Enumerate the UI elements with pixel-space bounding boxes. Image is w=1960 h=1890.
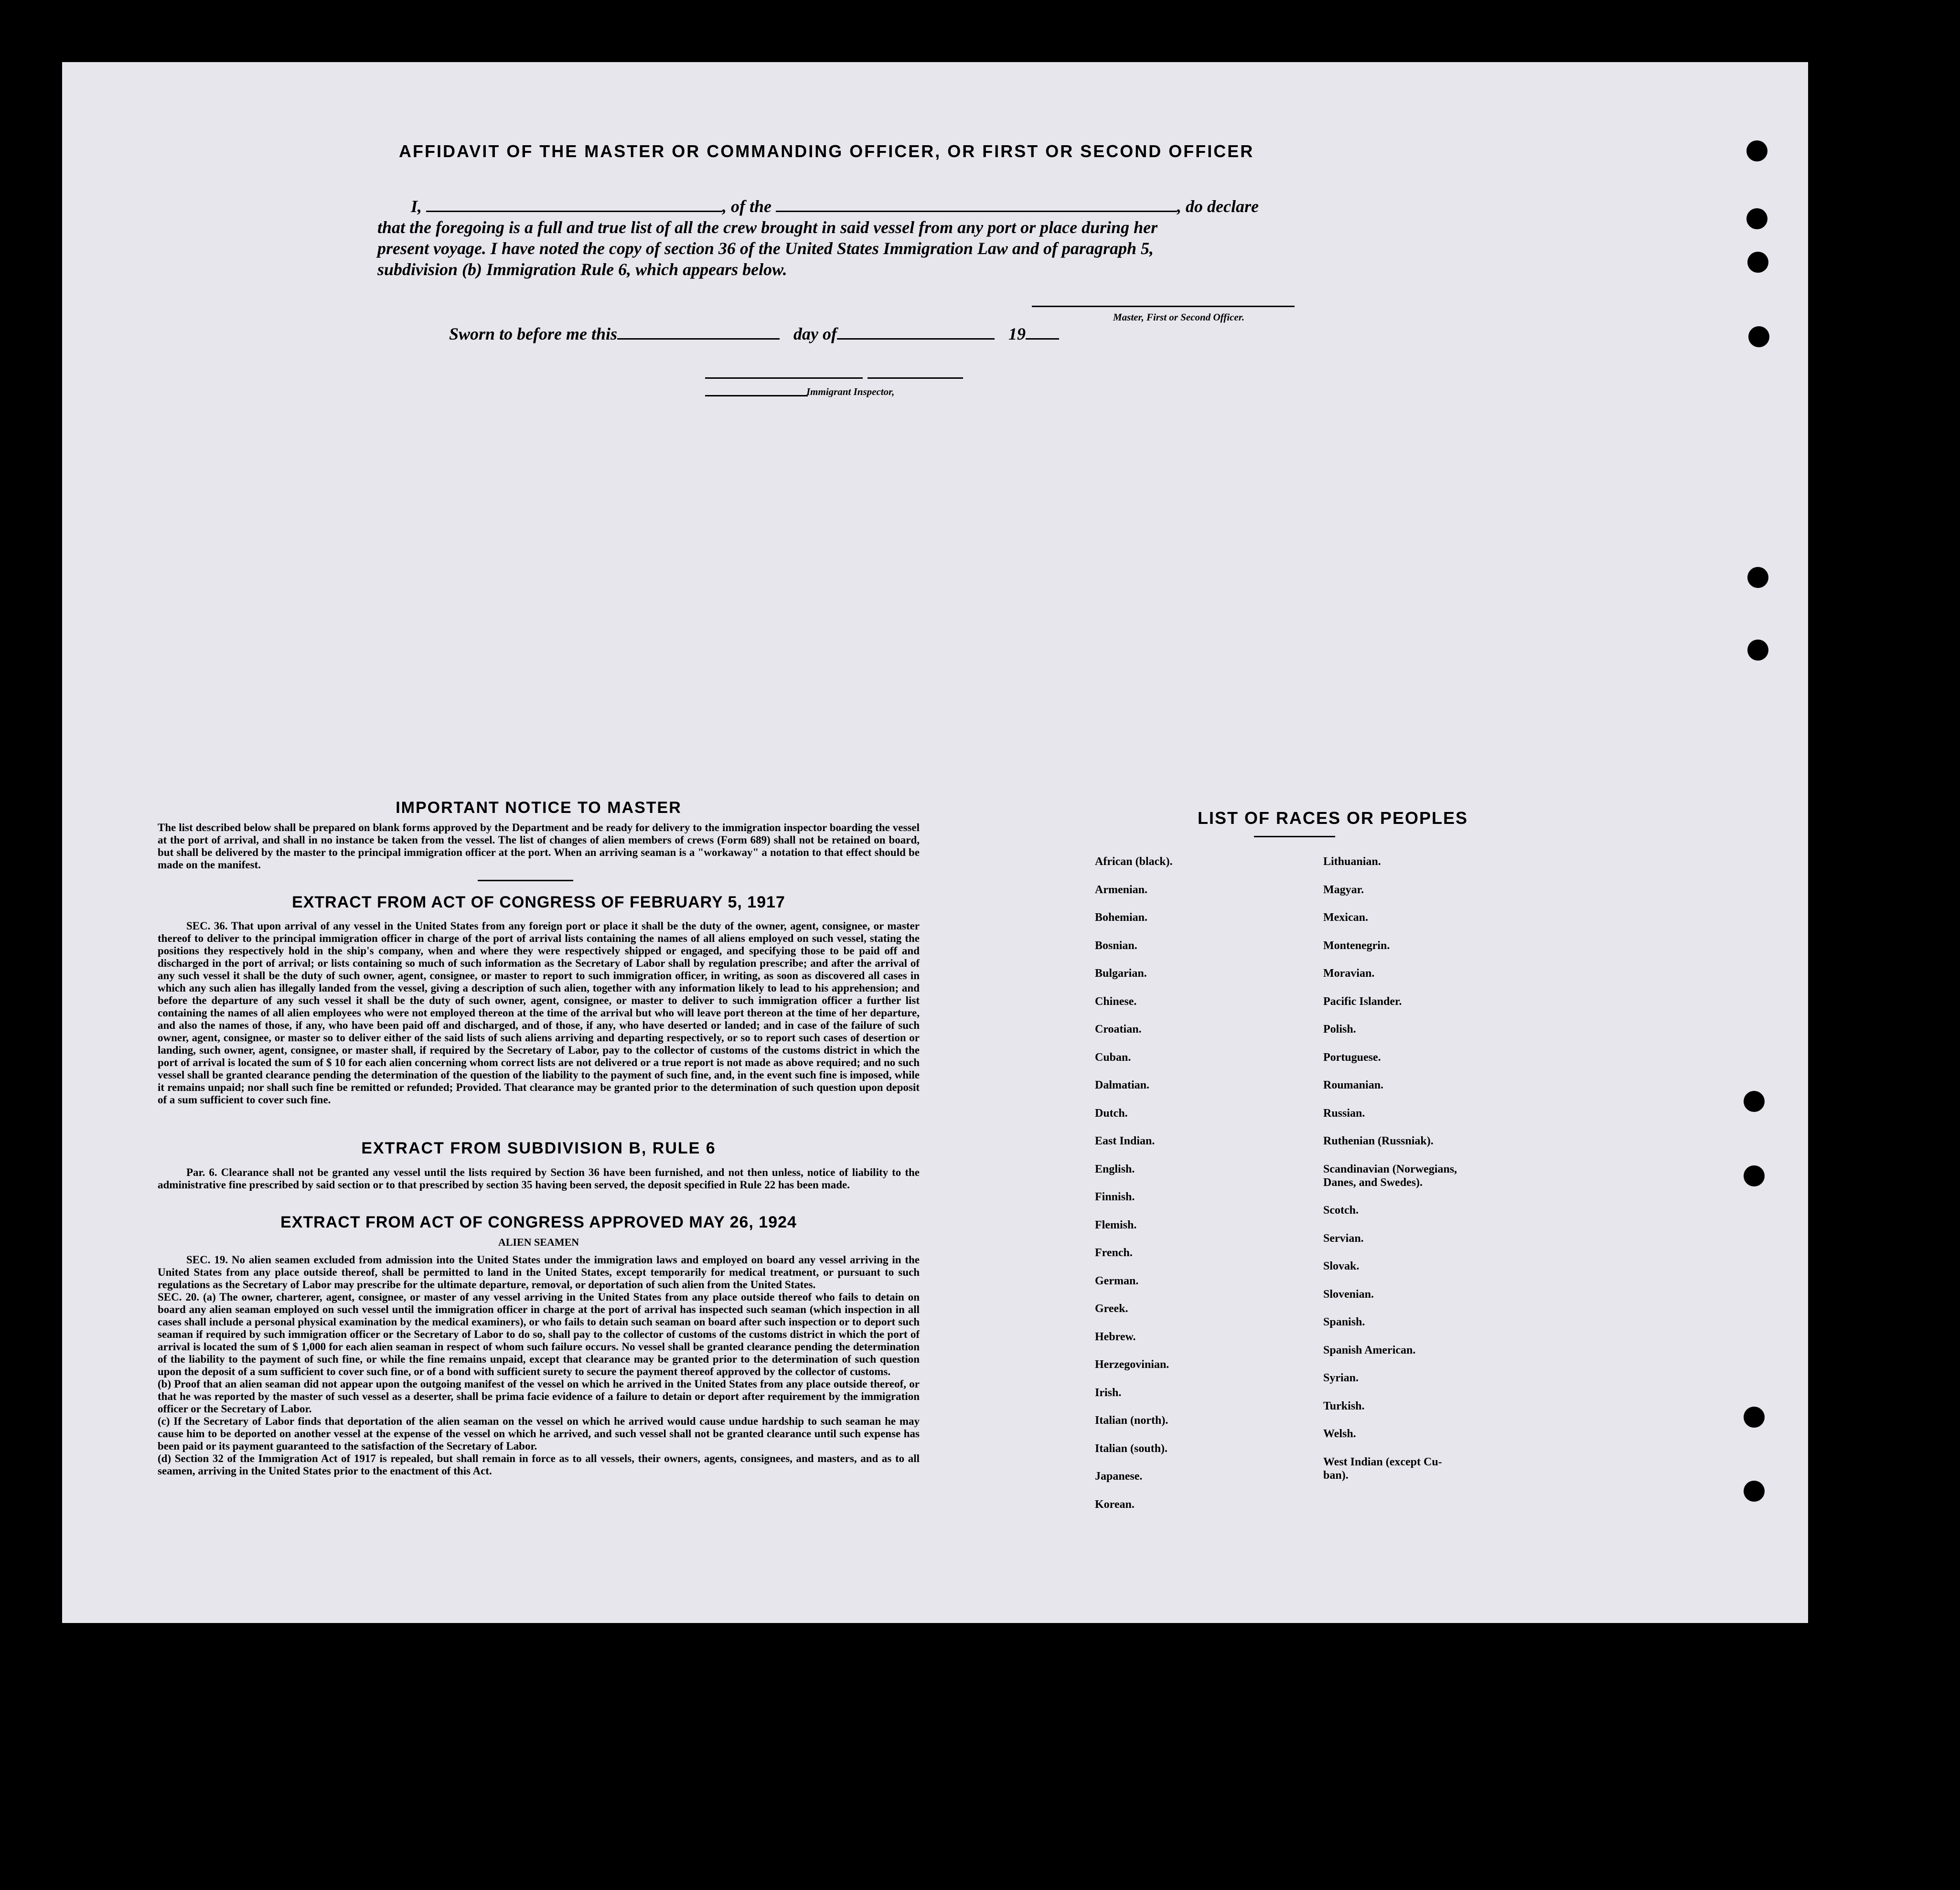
extract3-text: SEC. 19. No alien seamen excluded from admission into the United States under the immigration laws and employed on board any vessel arriving in the United States from any place outside thereof, shall be permitted to land in the United States, except temporarily for medical treatment, or pursuant to such regulations as the Secretary of Labor may prescribe for the ultimate departure, removal, or deportation of such alien from the United States. SEC. 20. (a) The owner, charterer, agent, consignee, or master of any vessel arriving in the United States from any place outside thereof who fails to detain on board any alien seaman employed on such vessel until the immigration officer in charge at the port of arrival has inspected such seaman (which inspection in all cases shall include a personal physical examination by the medical examiners), or who fails to detain such seaman on board after such inspection or to deport such seaman if required by such immigration officer or the Secretary of Labor to do so, shall pay to the collector of customs of the customs district in which the port of arrival is located the sum of $ 1,000 for each alien seaman in respect of whom such failure occurs. No vessel shall be granted clearance pending the determination of the liability to the payment of such fine, or while the fine remains unpaid, except that clearance may be granted prior to the determination of such question upon the deposit of a sum sufficient to cover such fine, or of a bond with sufficient surety to secure the payment thereof approved by the collector of customs. (b) Proof that an alien seaman did not appear upon the outgoing manifest of the vessel on which he arrived in the United States from any place outside thereof, or that he was reported by the master of such vessel as a deserter, shall be prima facie evidence of a failure to detain or deport after requirement by the immigration officer or the Secretary of Labor. (c) If the Secretary of Labor finds that deportation of the alien seaman on the vessel on which he arrived would cause undue hardship to such seaman he may cause him to be deported on another vessel at the expense of the vessel on which he arrived, and such vessel shall not be granted clearance until such expense has been paid or its payment guaranteed to the satisfaction of the Secretary of Labor. (d) Section 32 of the Immigration Act of 1917 is repealed, but shall remain in force as to all vessels, their owners, agents, consignees, and masters, and as to all seamen, arriving in the United States prior to the enactment of this Act. [158, 1254, 920, 1477]
race-item: Cuban. [1095, 1051, 1131, 1064]
race-item: Mexican. [1323, 911, 1368, 924]
race-item: Italian (north). [1095, 1414, 1168, 1427]
affidavit-declaration [377, 196, 1371, 280]
race-item: Portuguese. [1323, 1051, 1381, 1064]
race-item: Greek. [1095, 1303, 1128, 1315]
notice-rule [478, 880, 573, 881]
race-item: Syrian. [1323, 1372, 1359, 1384]
race-item: Roumanian. [1323, 1079, 1384, 1091]
binder-hole [1746, 208, 1767, 229]
race-item: African (black). [1095, 855, 1173, 868]
race-item: Armenian. [1095, 883, 1147, 896]
binder-hole [1744, 1407, 1765, 1428]
race-item: French. [1095, 1247, 1133, 1259]
race-item: Pacific Islander. [1323, 995, 1402, 1008]
race-item: Ruthenian (Russniak). [1323, 1135, 1434, 1147]
inspector-signature-line-2[interactable] [868, 377, 963, 379]
affidavit-line4: subdivision (b) Immigration Rule 6, which appears below. [377, 260, 787, 279]
affidavit-title: AFFIDAVIT OF THE MASTER OR COMMANDING OFFICER, OR FIRST OR SECOND OFFICER [399, 141, 1254, 161]
races-rule [1254, 836, 1335, 837]
race-item: Irish. [1095, 1386, 1122, 1399]
race-item: Flemish. [1095, 1218, 1137, 1231]
extract1-title: EXTRACT FROM ACT OF CONGRESS OF FEBRUARY 5, 1917 [292, 893, 785, 911]
binder-hole [1747, 252, 1768, 273]
affidavit-line3: present voyage. I have noted the copy of section 36 of the United States Immigration Law and of paragraph 5, [377, 239, 1154, 258]
document-page [62, 62, 1808, 1623]
sworn-text: Sworn to before me this [449, 324, 618, 343]
race-item: Servian. [1323, 1232, 1364, 1245]
binder-hole [1744, 1165, 1765, 1186]
race-item: Bohemian. [1095, 911, 1148, 924]
name-blank[interactable] [426, 211, 722, 212]
race-item: Welsh. [1323, 1428, 1356, 1440]
affidavit-i: I, [411, 197, 422, 216]
race-item: Russian. [1323, 1107, 1365, 1120]
affidavit-declare: , do declare [1177, 197, 1259, 216]
race-item: Italian (south). [1095, 1442, 1168, 1455]
race-item: German. [1095, 1274, 1139, 1287]
race-item: Scotch. [1323, 1204, 1359, 1217]
month-blank[interactable] [837, 338, 995, 340]
binder-hole [1746, 140, 1767, 161]
race-item: Spanish. [1323, 1316, 1365, 1328]
race-item: Finnish. [1095, 1191, 1135, 1203]
race-item: Korean. [1095, 1498, 1135, 1511]
race-item: Japanese. [1095, 1470, 1143, 1483]
sworn-day-blank[interactable] [617, 338, 780, 340]
race-item: Croatian. [1095, 1023, 1142, 1036]
race-item: Bosnian. [1095, 939, 1137, 952]
race-item: Lithuanian. [1323, 855, 1381, 868]
day-of-text: day of [793, 324, 837, 343]
race-item: Chinese. [1095, 995, 1137, 1008]
race-item: West Indian (except Cu- ban). [1323, 1455, 1442, 1482]
vessel-blank[interactable] [776, 211, 1177, 212]
master-signature-line[interactable] [1032, 306, 1295, 307]
race-item: Bulgarian. [1095, 967, 1147, 980]
extract1-text: SEC. 36. That upon arrival of any vessel in the United States from any foreign port or place it shall be the duty of the owner, agent, consignee, or master thereof to deliver to the principal immigration officer in charge of the port of arrival lists containing the names of all aliens employed on such vessel, stating the positions they respectively hold in the ship's company, when and where they were respectively shipped or engaged, and specifying those to be paid off and discharged in the port of arrival; or lists containing so much of such information as the Secretary of Labor shall by regulation prescribe; and after the arrival of any such vessel it shall be the duty of such owner, agent, consignee, or master to report to such immigration officer, in writing, as soon as discovered all cases in which any such alien has illegally landed from the vessel, giving a description of such alien, together with any information likely to lead to his apprehension; and before the departure of any such vessel it shall be the duty of such owner, agent, consignee, or master to deliver to such immigration officer a further list containing the names of all alien employees who were not employed thereon at the time of the arrival but who will leave port thereon at the time of her departure, and also the names of those, if any, who have been paid off and discharged, and of those, if any, who have deserted or landed; and in case of the failure of such owner, agent, consignee, or master so to deliver either of the said lists of such aliens arriving and departing respectively, or so to report such cases of desertion or landing, such owner, agent, consignee, or master shall, if required by the Secretary of Labor, pay to the collector of customs of the customs district in which the port of arrival is located the sum of $ 10 for each alien concerning whom correct lists are not delivered or a true report is not made as above required; and no such vessel shall be granted clearance pending the determination of the question of the liability to the payment of such fine, and, in the event such fine is imposed, while it remains unpaid; nor shall such fine be remitted or refunded; Provided. That clearance may be granted prior to the determination of such question upon deposit of a sum sufficient to cover such fine. [158, 920, 920, 1106]
race-item: Slovak. [1323, 1260, 1360, 1272]
race-item: Turkish. [1323, 1399, 1365, 1412]
race-item: Dutch. [1095, 1107, 1128, 1120]
extract3-subtitle: ALIEN SEAMEN [498, 1236, 579, 1248]
extract2-text: Par. 6. Clearance shall not be granted any vessel until the lists required by Section 36 have been furnished, and not then unless, notice of liability to the administrative fine prescribed by said section or to that prescribed by section 35 having been served, the deposit specified in Rule 22 has been made. [158, 1166, 920, 1191]
binder-hole [1744, 1091, 1765, 1112]
year-text: 19 [1008, 324, 1026, 343]
race-item: Spanish American. [1323, 1344, 1416, 1356]
binder-hole [1747, 640, 1768, 661]
inspector-signature-line-3[interactable] [705, 395, 808, 396]
race-item: Polish. [1323, 1023, 1356, 1036]
sworn-line [449, 324, 1059, 344]
notice-text: The list described below shall be prepared on blank forms approved by the Department and be ready for delivery to the immigration inspector boarding the vessel at the port of arrival, and shall in no instance be taken from the vessel. The list of changes of alien members of crews (Form 689) shall not be retained on board, but shall be delivered by the master to the principal immigration officer at the port. When an arriving seaman is a "workaway" a notation to that effect should be made on the manifest. [158, 822, 920, 871]
inspector-caption: Immigrant Inspector, [806, 386, 895, 397]
notice-title: IMPORTANT NOTICE TO MASTER [396, 799, 682, 817]
binder-hole [1744, 1481, 1765, 1502]
race-item: Dalmatian. [1095, 1079, 1149, 1091]
race-item: English. [1095, 1163, 1135, 1175]
race-item: Herzegovinian. [1095, 1358, 1169, 1371]
binder-hole [1748, 326, 1769, 347]
race-item: Slovenian. [1323, 1288, 1374, 1301]
master-caption: Master, First or Second Officer. [1113, 311, 1244, 323]
affidavit-of-the: , of the [722, 197, 772, 216]
race-item: Scandinavian (Norwegians, Danes, and Swedes). [1323, 1163, 1457, 1189]
affidavit-line2: that the foregoing is a full and true list of all the crew brought in said vessel from any port or place during her [377, 218, 1158, 237]
race-item: Moravian. [1323, 967, 1375, 980]
races-title: LIST OF RACES OR PEOPLES [1197, 808, 1468, 828]
race-item: East Indian. [1095, 1135, 1155, 1147]
race-item: Hebrew. [1095, 1330, 1136, 1343]
race-item: Montenegrin. [1323, 939, 1390, 952]
year-blank[interactable] [1026, 338, 1059, 340]
binder-hole [1747, 567, 1768, 588]
extract3-title: EXTRACT FROM ACT OF CONGRESS APPROVED MAY 26, 1924 [280, 1213, 797, 1231]
extract2-title: EXTRACT FROM SUBDIVISION B, RULE 6 [361, 1139, 716, 1157]
race-item: Magyar. [1323, 883, 1364, 896]
inspector-signature-line-1[interactable] [705, 377, 863, 379]
